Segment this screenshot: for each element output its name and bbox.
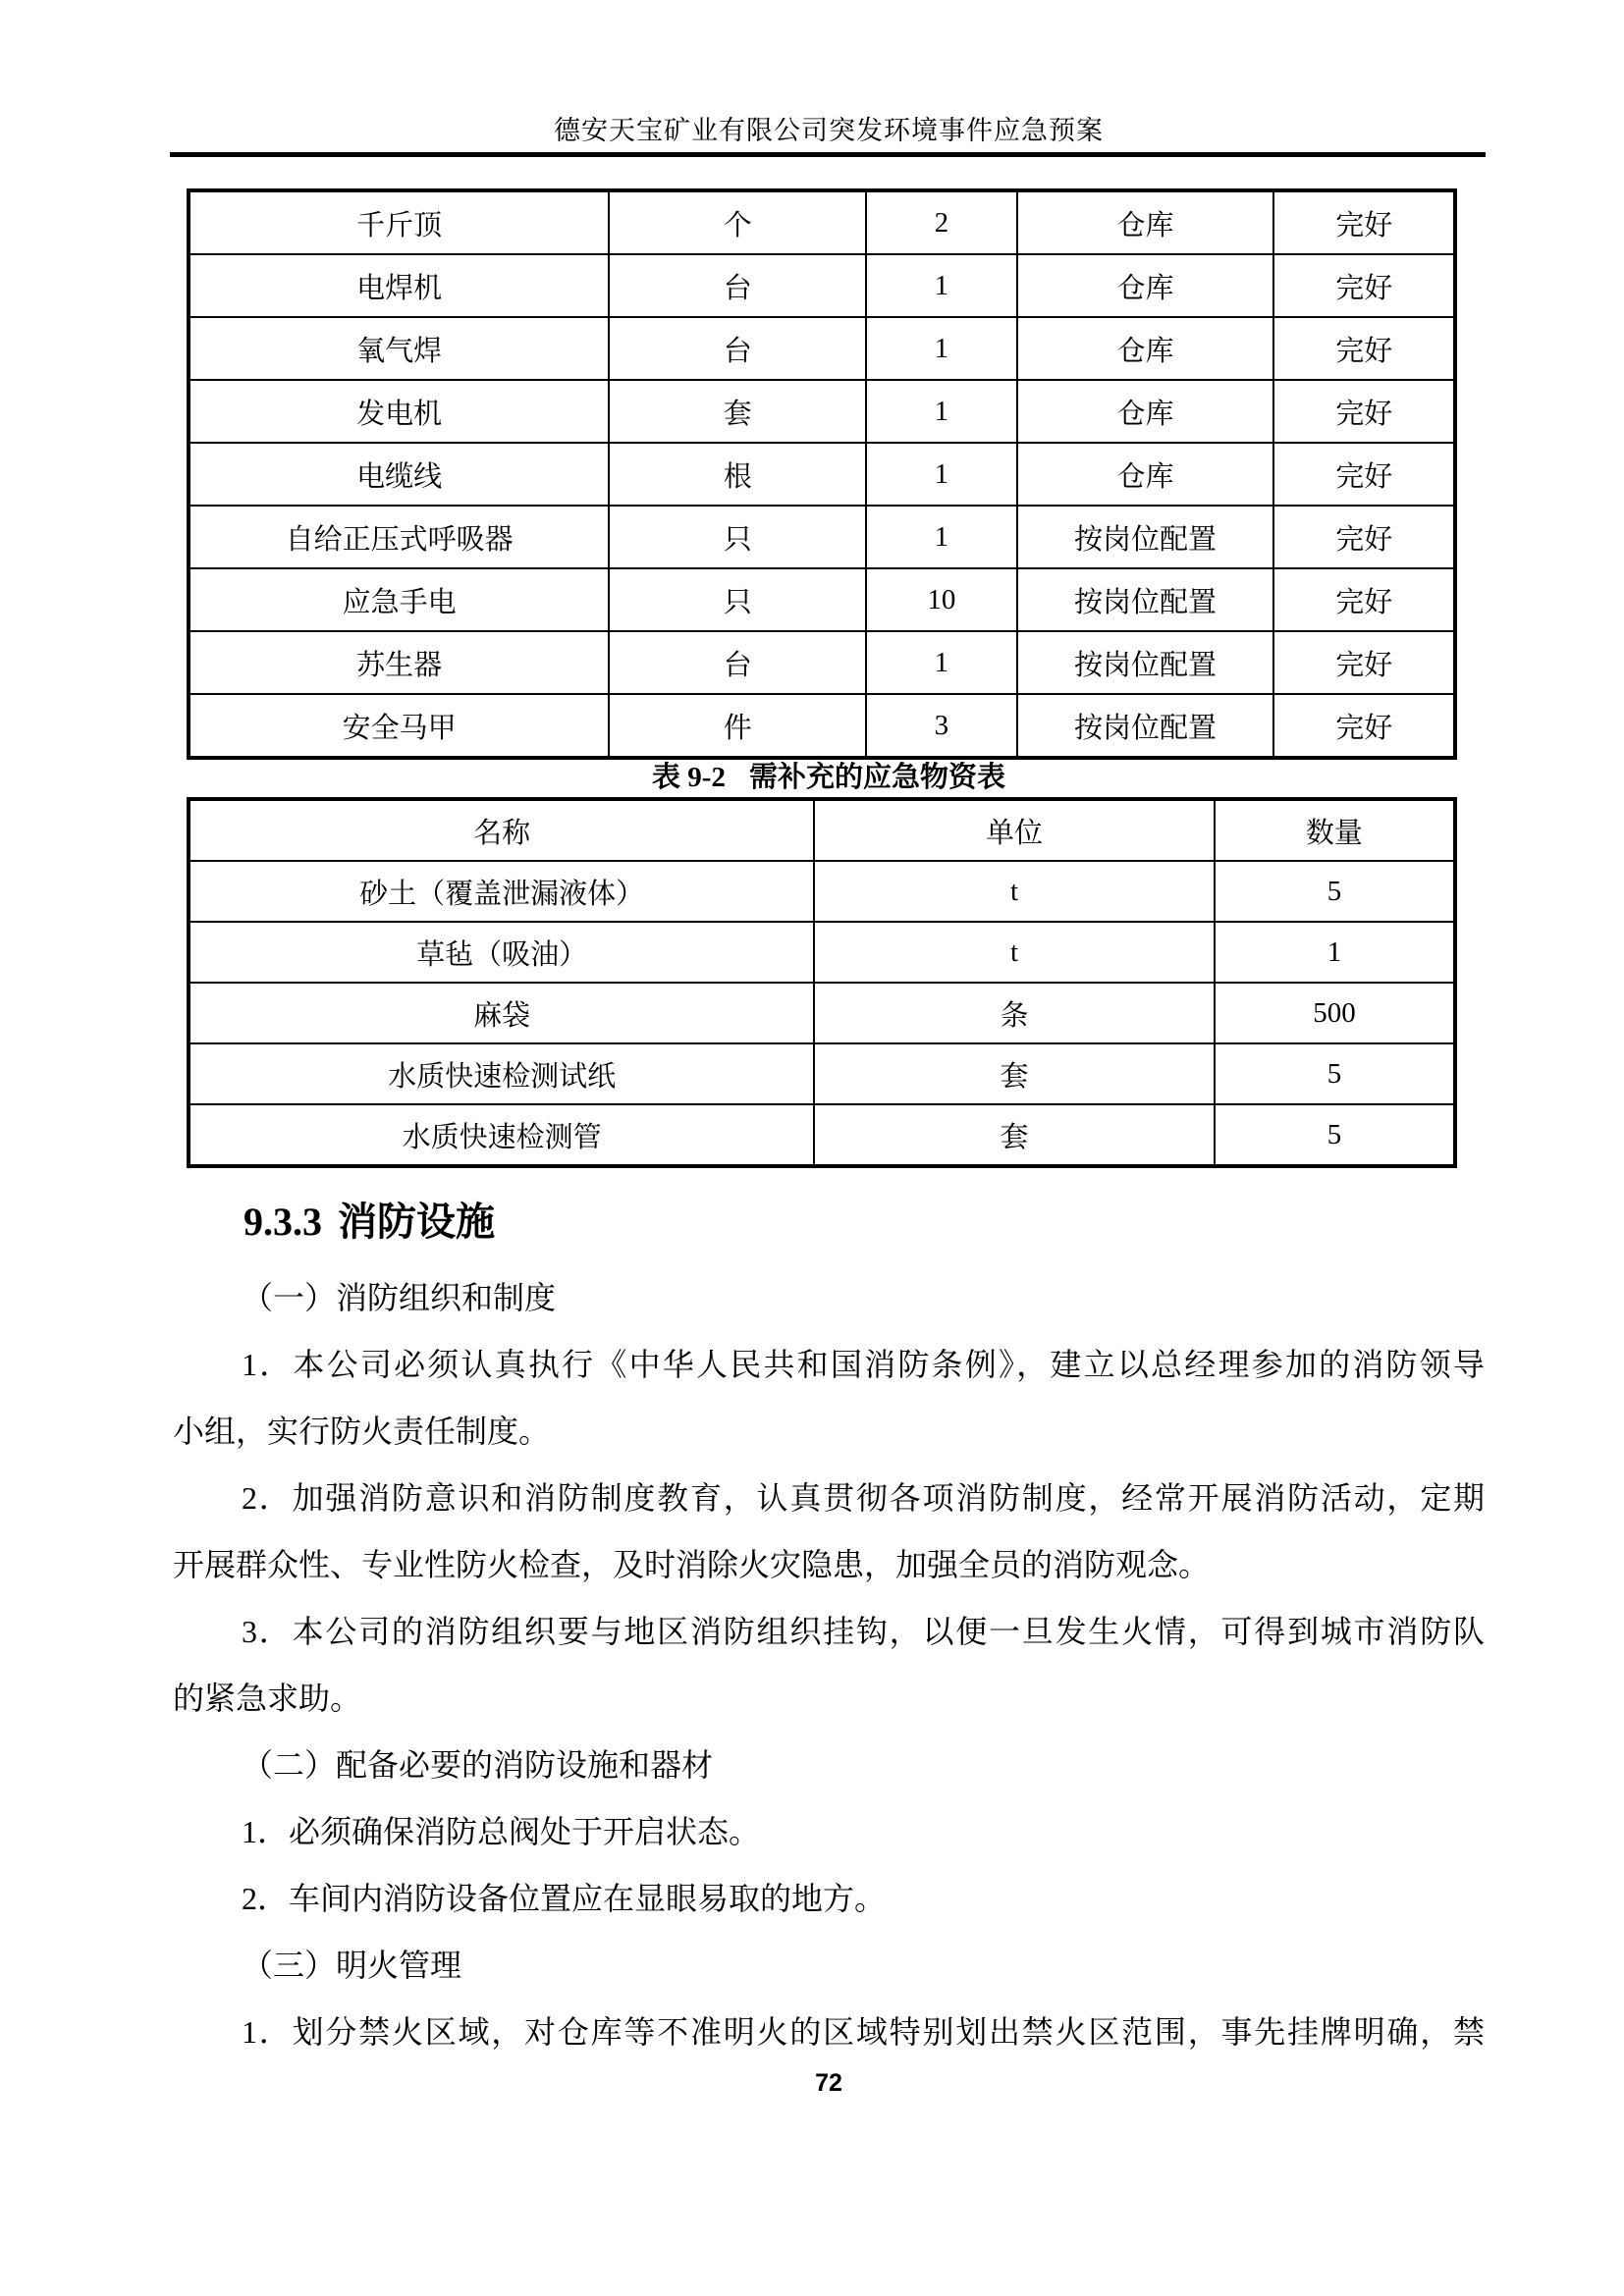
page-number: 72 <box>815 2069 842 2097</box>
cell-quantity: 1 <box>866 254 1017 317</box>
cell-status: 完好 <box>1273 190 1455 254</box>
cell-location: 仓库 <box>1017 190 1274 254</box>
cell-quantity: 1 <box>866 380 1017 443</box>
cell-unit: 条 <box>814 983 1215 1043</box>
paragraph-line: 2．加强消防意识和消防制度教育，认真贯彻各项消防制度，经常开展消防活动，定期 <box>242 1480 1485 1516</box>
cell-unit: 套 <box>814 1043 1215 1104</box>
cell-quantity: 2 <box>866 190 1017 254</box>
cell-location: 按岗位配置 <box>1017 631 1274 694</box>
cell-quantity: 5 <box>1215 861 1455 922</box>
cell-status: 完好 <box>1273 568 1455 631</box>
table-row <box>189 922 1455 983</box>
table-row <box>189 861 1455 922</box>
paragraph-line: 1．划分禁火区域，对仓库等不准明火的区域特别划出禁火区范围，事先挂牌明确，禁 <box>242 2014 1485 2050</box>
cell-unit: 套 <box>609 380 866 443</box>
cell-name: 千斤顶 <box>189 190 609 254</box>
emergency-equipment-table <box>187 188 1457 760</box>
header-quantity: 数量 <box>1215 799 1455 861</box>
cell-location: 按岗位配置 <box>1017 506 1274 568</box>
cell-status: 完好 <box>1273 317 1455 380</box>
cell-name: 电缆线 <box>189 443 609 506</box>
cell-unit: 根 <box>609 443 866 506</box>
cell-quantity: 1 <box>1215 922 1455 983</box>
cell-name: 应急手电 <box>189 568 609 631</box>
section-heading <box>244 1198 495 1247</box>
cell-name: 草毡（吸油） <box>189 922 814 983</box>
header-unit: 单位 <box>814 799 1215 861</box>
cell-name: 水质快速检测管 <box>189 1104 814 1166</box>
section-number: 9.3.3 <box>244 1200 322 1244</box>
cell-unit: 件 <box>609 694 866 758</box>
paragraph-line: 开展群众性、专业性防火检查，及时消除火灾隐患，加强全员的消防观念。 <box>173 1547 1211 1582</box>
cell-location: 按岗位配置 <box>1017 568 1274 631</box>
cell-name: 电焊机 <box>189 254 609 317</box>
paragraph-line: 1．必须确保消防总阀处于开启状态。 <box>242 1814 761 1849</box>
paragraph-line: 1．本公司必须认真执行《中华人民共和国消防条例》，建立以总经理参加的消防领导 <box>242 1347 1485 1382</box>
header-name: 名称 <box>189 799 814 861</box>
cell-unit: 台 <box>609 631 866 694</box>
cell-name: 麻袋 <box>189 983 814 1043</box>
cell-quantity: 1 <box>866 631 1017 694</box>
cell-name: 水质快速检测试纸 <box>189 1043 814 1104</box>
cell-unit: 台 <box>609 317 866 380</box>
cell-status: 完好 <box>1273 254 1455 317</box>
cell-status: 完好 <box>1273 443 1455 506</box>
table-row <box>189 631 1455 694</box>
cell-location: 仓库 <box>1017 317 1274 380</box>
body-text <box>173 1264 1485 2065</box>
cell-unit: t <box>814 861 1215 922</box>
paragraph-line: 3．本公司的消防组织要与地区消防组织挂钩，以便一旦发生火情，可得到城市消防队 <box>242 1614 1485 1649</box>
cell-name: 安全马甲 <box>189 694 609 758</box>
table-row <box>189 568 1455 631</box>
cell-location: 按岗位配置 <box>1017 694 1274 758</box>
paragraph-line: 的紧急求助。 <box>173 1681 362 1716</box>
cell-unit: 套 <box>814 1104 1215 1166</box>
table-header-row <box>189 799 1455 861</box>
cell-status: 完好 <box>1273 506 1455 568</box>
cell-name: 苏生器 <box>189 631 609 694</box>
section-title: 消防设施 <box>338 1200 495 1244</box>
cell-unit: 个 <box>609 190 866 254</box>
cell-unit: t <box>814 922 1215 983</box>
header-rule <box>170 152 1486 157</box>
cell-name: 砂土（覆盖泄漏液体） <box>189 861 814 922</box>
document-header-title: 德安天宝矿业有限公司突发环境事件应急预案 <box>554 116 1104 145</box>
table-row <box>189 317 1455 380</box>
table-row <box>189 380 1455 443</box>
paragraph-line: （二）配备必要的消防设施和器材 <box>242 1747 714 1783</box>
table-row <box>189 1104 1455 1166</box>
cell-unit: 只 <box>609 506 866 568</box>
cell-location: 仓库 <box>1017 443 1274 506</box>
cell-quantity: 1 <box>866 443 1017 506</box>
table-row <box>189 983 1455 1043</box>
cell-location: 仓库 <box>1017 254 1274 317</box>
cell-status: 完好 <box>1273 380 1455 443</box>
cell-location: 仓库 <box>1017 380 1274 443</box>
cell-quantity: 500 <box>1215 983 1455 1043</box>
table-row <box>189 694 1455 758</box>
cell-unit: 台 <box>609 254 866 317</box>
cell-name: 发电机 <box>189 380 609 443</box>
cell-quantity: 3 <box>866 694 1017 758</box>
paragraph-line: （三）明火管理 <box>242 1948 462 1983</box>
cell-status: 完好 <box>1273 694 1455 758</box>
table-row <box>189 506 1455 568</box>
cell-quantity: 5 <box>1215 1104 1455 1166</box>
paragraph-line: 2．车间内消防设备位置应在显眼易取的地方。 <box>242 1881 887 1916</box>
cell-quantity: 10 <box>866 568 1017 631</box>
cell-status: 完好 <box>1273 631 1455 694</box>
table-caption <box>173 760 1485 795</box>
cell-name: 自给正压式呼吸器 <box>189 506 609 568</box>
table-caption-label: 表 9-2 <box>652 762 726 793</box>
cell-quantity: 5 <box>1215 1043 1455 1104</box>
cell-name: 氧气焊 <box>189 317 609 380</box>
table-row <box>189 254 1455 317</box>
paragraph-line: 小组，实行防火责任制度。 <box>173 1414 551 1449</box>
table-row <box>189 190 1455 254</box>
cell-quantity: 1 <box>866 506 1017 568</box>
table-row <box>189 443 1455 506</box>
supplement-materials-table <box>187 797 1457 1168</box>
paragraph-line: （一）消防组织和制度 <box>242 1280 557 1315</box>
table-row <box>189 1043 1455 1104</box>
cell-quantity: 1 <box>866 317 1017 380</box>
cell-unit: 只 <box>609 568 866 631</box>
table-caption-title: 需补充的应急物资表 <box>748 762 1005 793</box>
